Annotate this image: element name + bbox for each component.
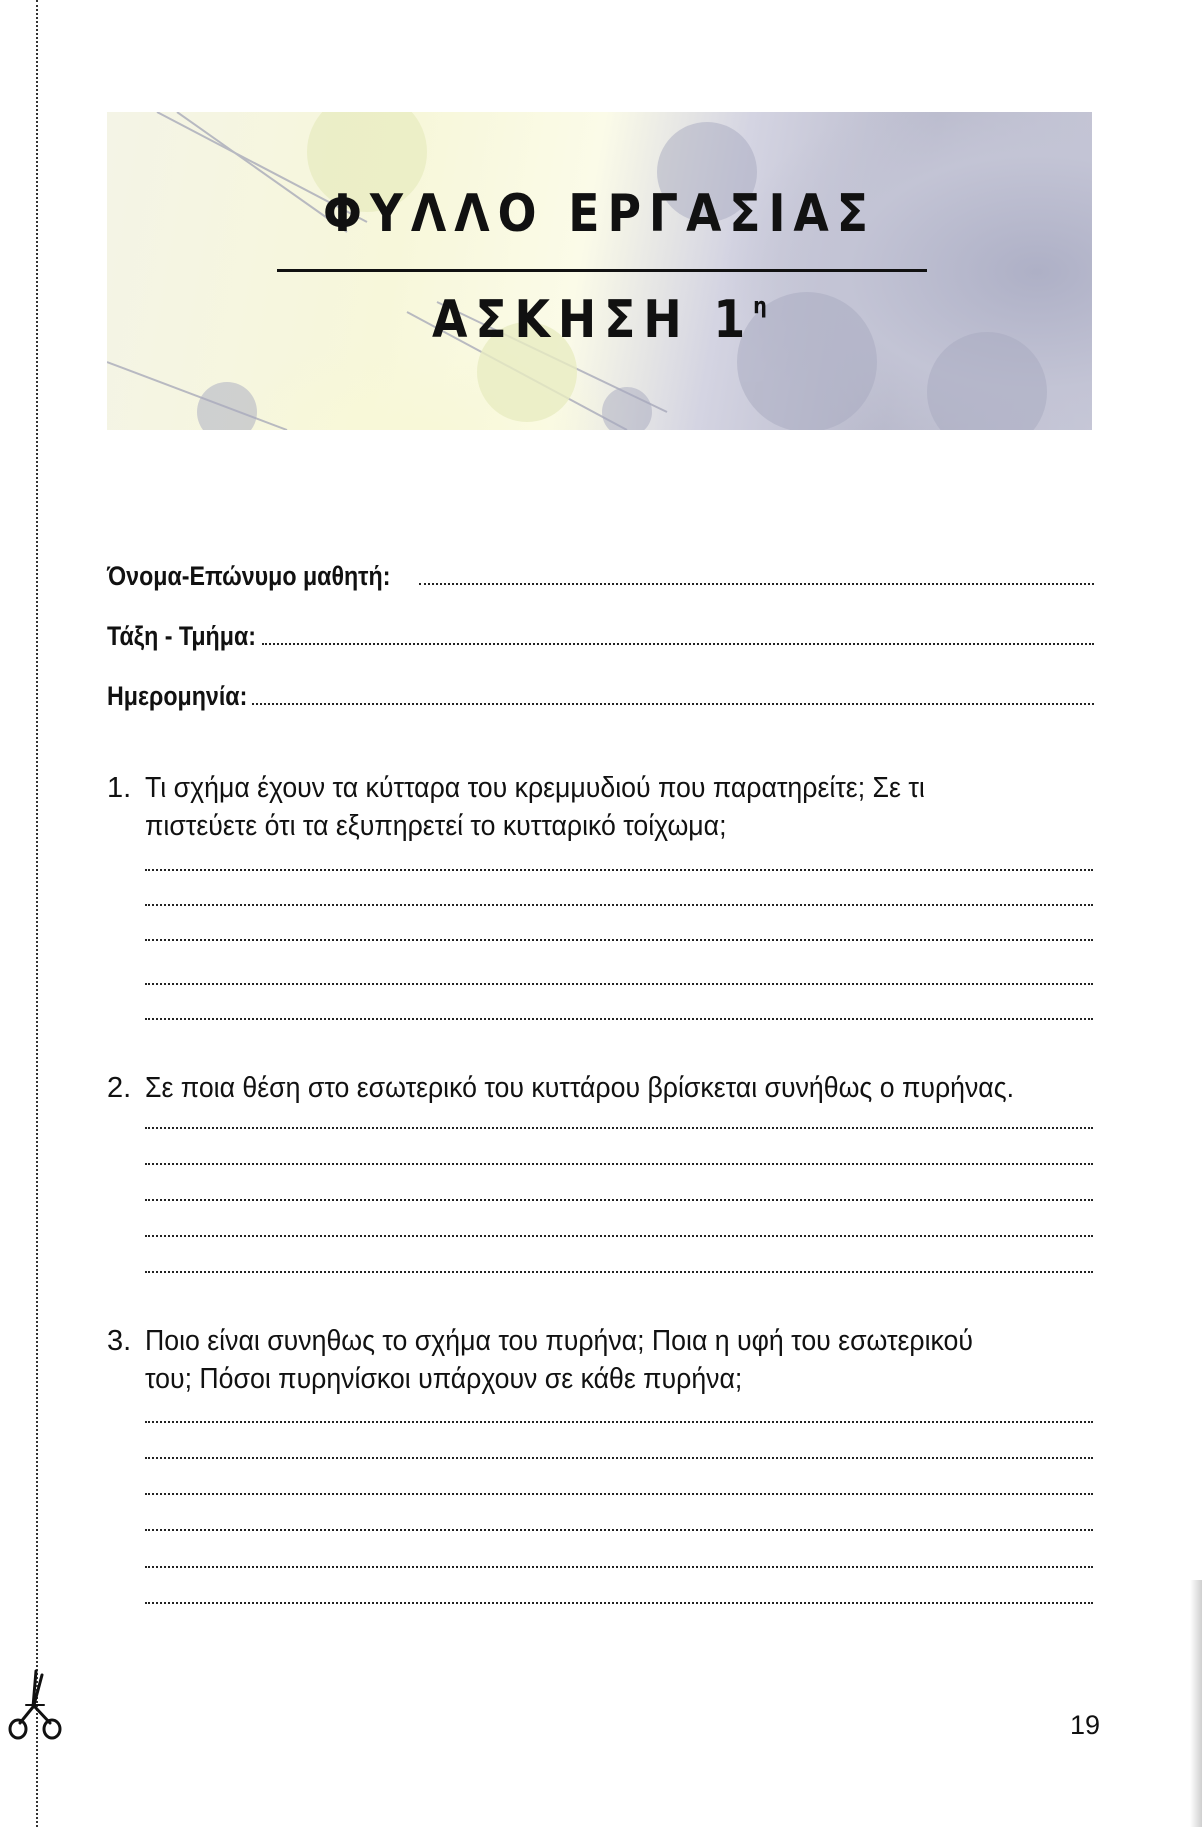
answer-line[interactable] bbox=[145, 904, 1093, 906]
answer-line[interactable] bbox=[145, 1529, 1093, 1531]
class-section-label: Τάξη - Τμήμα: bbox=[107, 621, 256, 651]
exercise-suffix: η bbox=[753, 294, 767, 319]
date-label: Ημερομηνία: bbox=[107, 681, 248, 711]
exercise-title bbox=[166, 290, 1033, 350]
question-text: Τι σχήμα έχουν τα κύτταρα του κρεμμυδιού που παρατηρείτε; Σε τι πιστεύετε ότι τα εξυπηρετεί το κυτταρικό τοίχωμα; bbox=[145, 772, 925, 842]
question-number: 3. bbox=[107, 1325, 132, 1357]
answer-line[interactable] bbox=[145, 1602, 1093, 1604]
answer-line[interactable] bbox=[145, 983, 1093, 985]
answer-line[interactable] bbox=[145, 1421, 1093, 1423]
answer-line[interactable] bbox=[145, 1493, 1093, 1495]
question-3 bbox=[107, 1322, 1097, 1398]
date-field[interactable] bbox=[107, 672, 1094, 712]
class-section-field[interactable] bbox=[107, 612, 1094, 652]
answer-line[interactable] bbox=[145, 1271, 1093, 1273]
question-text: Ποιο είναι συνηθως το σχήμα του πυρήνα; Ποια η υφή του εσωτερικού του; Πόσοι πυρηνίσκοι υπάρχουν σε κάθε πυρήνα; bbox=[145, 1325, 973, 1395]
class-section-line[interactable] bbox=[262, 643, 1094, 645]
student-name-field[interactable] bbox=[107, 552, 1094, 592]
title-divider bbox=[277, 269, 927, 272]
answer-line[interactable] bbox=[145, 1235, 1093, 1237]
question-number: 2. bbox=[107, 1072, 132, 1104]
header-banner bbox=[107, 112, 1092, 430]
cut-line bbox=[36, 0, 38, 1827]
scissors-icon bbox=[6, 1665, 66, 1745]
question-text: Σε ποια θέση στο εσωτερικό του κυττάρου βρίσκεται συνήθως ο πυρήνας. bbox=[145, 1072, 1015, 1104]
question-2 bbox=[107, 1069, 1097, 1107]
answer-line[interactable] bbox=[145, 1566, 1093, 1568]
answer-line[interactable] bbox=[145, 1457, 1093, 1459]
answer-line[interactable] bbox=[145, 1018, 1093, 1020]
date-line[interactable] bbox=[252, 703, 1094, 705]
exercise-label: ΑΣΚΗΣΗ 1 bbox=[432, 290, 754, 350]
answer-line[interactable] bbox=[145, 1199, 1093, 1201]
page-number: 19 bbox=[1069, 1710, 1100, 1740]
answer-line[interactable] bbox=[145, 939, 1093, 941]
question-1 bbox=[107, 769, 1097, 845]
answer-line[interactable] bbox=[145, 1127, 1093, 1129]
page-edge-shadow bbox=[1190, 1580, 1202, 1827]
student-name-line[interactable] bbox=[419, 583, 1094, 585]
question-number: 1. bbox=[107, 772, 132, 804]
answer-line[interactable] bbox=[145, 869, 1093, 871]
worksheet-title: ΦΥΛΛΟ ΕΡΓΑΣΙΑΣ bbox=[323, 184, 876, 244]
student-name-label: Όνομα-Επώνυμο μαθητή: bbox=[107, 561, 391, 591]
answer-line[interactable] bbox=[145, 1163, 1093, 1165]
